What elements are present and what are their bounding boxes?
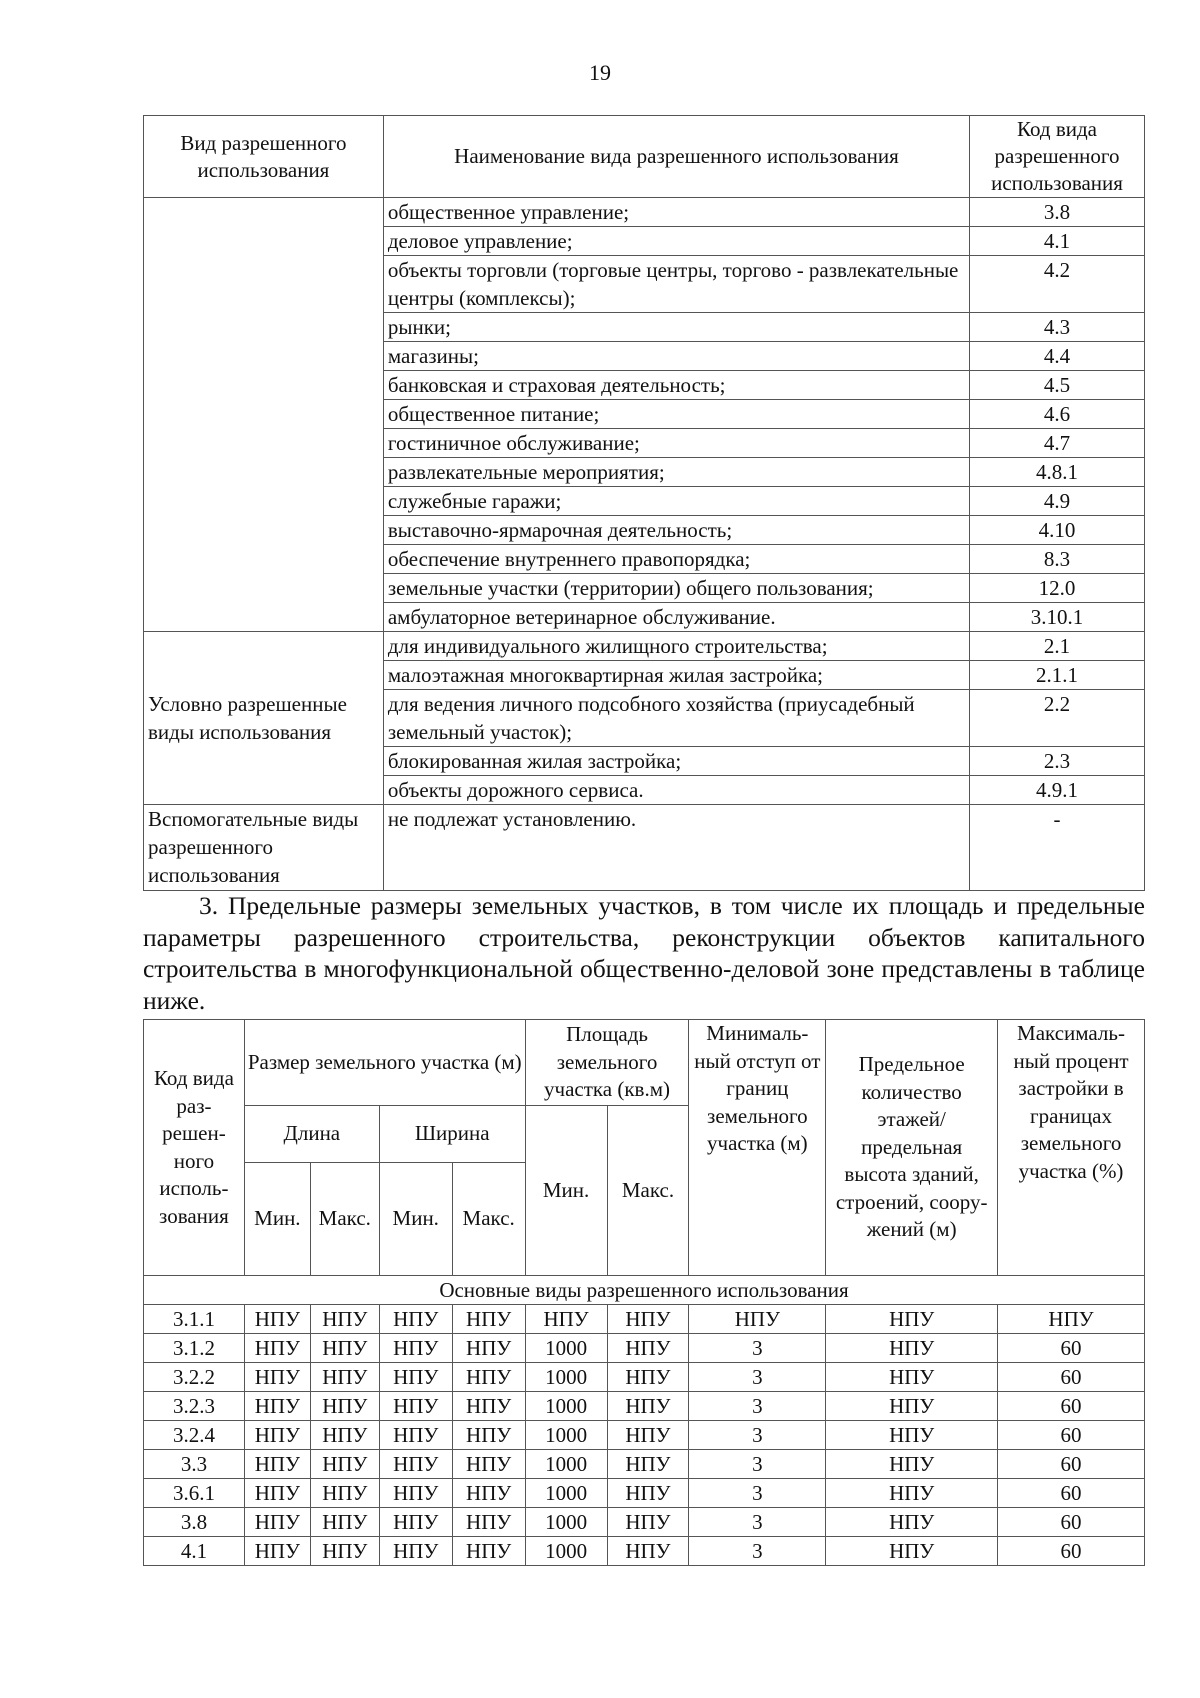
- header-floors: Предельное количество этажей/ предельная высота зданий, строений, соору-жений (м): [826, 1020, 998, 1276]
- length-min: НПУ: [244, 1479, 310, 1508]
- length-min: НПУ: [244, 1305, 310, 1334]
- table-row: [144, 1305, 1145, 1334]
- header-coverage: Максималь-ный процент застройки в границах земельного участка (%): [998, 1020, 1145, 1276]
- header-name: Наименование вида разрешенного использования: [383, 116, 969, 198]
- header-vid: Вид разрешенного использования: [144, 116, 384, 198]
- use-code: 3.2.4: [144, 1421, 245, 1450]
- width-max: НПУ: [452, 1479, 525, 1508]
- table-row: [144, 1508, 1145, 1537]
- length-max: НПУ: [310, 1334, 379, 1363]
- floors-height: НПУ: [826, 1363, 998, 1392]
- use-code: 3.8: [970, 198, 1145, 227]
- use-code: 4.6: [970, 400, 1145, 429]
- floors-height: НПУ: [826, 1508, 998, 1537]
- use-name: рынки;: [383, 313, 969, 342]
- setback: 3: [689, 1508, 826, 1537]
- area-max: НПУ: [607, 1479, 689, 1508]
- length-max: НПУ: [310, 1450, 379, 1479]
- use-name: выставочно-ярмарочная деятельность;: [383, 516, 969, 545]
- header-size: Размер земельного участка (м): [244, 1020, 525, 1106]
- table2-body: [144, 1276, 1145, 1566]
- auxiliary-group-label: Вспомогательные виды разрешенного использования: [144, 805, 384, 891]
- area-min: 1000: [525, 1508, 607, 1537]
- use-code: 4.3: [970, 313, 1145, 342]
- width-min: НПУ: [379, 1392, 452, 1421]
- use-name: развлекательные мероприятия;: [383, 458, 969, 487]
- width-max: НПУ: [452, 1508, 525, 1537]
- permitted-use-table: [143, 115, 1145, 891]
- area-max: НПУ: [607, 1421, 689, 1450]
- width-max: НПУ: [452, 1334, 525, 1363]
- length-min: НПУ: [244, 1334, 310, 1363]
- width-max: НПУ: [452, 1392, 525, 1421]
- setback: 3: [689, 1334, 826, 1363]
- use-code: 3.6.1: [144, 1479, 245, 1508]
- area-max: НПУ: [607, 1305, 689, 1334]
- use-name: малоэтажная многоквартирная жилая застройка;: [383, 661, 969, 690]
- conditional-group-label: Условно разрешенные виды использования: [144, 632, 384, 805]
- width-min: НПУ: [379, 1450, 452, 1479]
- floors-height: НПУ: [826, 1421, 998, 1450]
- use-code: 3.2.3: [144, 1392, 245, 1421]
- use-name: для индивидуального жилищного строительства;: [383, 632, 969, 661]
- setback: 3: [689, 1450, 826, 1479]
- length-max: НПУ: [310, 1479, 379, 1508]
- length-max: НПУ: [310, 1363, 379, 1392]
- use-name: блокированная жилая застройка;: [383, 747, 969, 776]
- setback: НПУ: [689, 1305, 826, 1334]
- table1-header-row: [144, 116, 1145, 198]
- area-min: 1000: [525, 1537, 607, 1566]
- header-area: Площадь земельного участка (кв.м): [525, 1020, 689, 1106]
- area-max: НПУ: [607, 1363, 689, 1392]
- header-area-min: Мин.: [525, 1106, 607, 1276]
- use-name: амбулаторное ветеринарное обслуживание.: [383, 603, 969, 632]
- coverage: 60: [998, 1479, 1145, 1508]
- use-code: 4.2: [970, 256, 1145, 313]
- use-name: гостиничное обслуживание;: [383, 429, 969, 458]
- area-min: 1000: [525, 1421, 607, 1450]
- coverage: 60: [998, 1363, 1145, 1392]
- use-code: 12.0: [970, 574, 1145, 603]
- table-row: [144, 1363, 1145, 1392]
- use-code: 4.10: [970, 516, 1145, 545]
- use-name: общественное управление;: [383, 198, 969, 227]
- use-code: 4.4: [970, 342, 1145, 371]
- use-name: магазины;: [383, 342, 969, 371]
- width-min: НПУ: [379, 1479, 452, 1508]
- table-row: [144, 198, 1145, 227]
- table-row: [144, 632, 1145, 661]
- use-code: 4.5: [970, 371, 1145, 400]
- floors-height: НПУ: [826, 1450, 998, 1479]
- section-label: Основные виды разрешенного использования: [144, 1276, 1145, 1305]
- use-code: 2.1.1: [970, 661, 1145, 690]
- floors-height: НПУ: [826, 1479, 998, 1508]
- use-code: 3.1.2: [144, 1334, 245, 1363]
- use-code: 2.2: [970, 690, 1145, 747]
- header-length-max: Макс.: [310, 1163, 379, 1276]
- use-code: 4.9: [970, 487, 1145, 516]
- length-min: НПУ: [244, 1450, 310, 1479]
- width-min: НПУ: [379, 1508, 452, 1537]
- use-name: земельные участки (территории) общего пользования;: [383, 574, 969, 603]
- width-min: НПУ: [379, 1421, 452, 1450]
- floors-height: НПУ: [826, 1392, 998, 1421]
- width-min: НПУ: [379, 1334, 452, 1363]
- table-row: [144, 1334, 1145, 1363]
- use-name: не подлежат установлению.: [383, 805, 969, 891]
- header-width-min: Мин.: [379, 1163, 452, 1276]
- area-max: НПУ: [607, 1537, 689, 1566]
- table-row: [144, 1392, 1145, 1421]
- setback: 3: [689, 1392, 826, 1421]
- setback: 3: [689, 1421, 826, 1450]
- length-min: НПУ: [244, 1363, 310, 1392]
- use-code: 8.3: [970, 545, 1145, 574]
- header-code: Код вида разрешенного использования: [970, 116, 1145, 198]
- header-area-max: Макс.: [607, 1106, 689, 1276]
- table-row: [144, 1479, 1145, 1508]
- area-min: 1000: [525, 1450, 607, 1479]
- use-code: 3.10.1: [970, 603, 1145, 632]
- use-name: деловое управление;: [383, 227, 969, 256]
- table-row: [144, 1450, 1145, 1479]
- floors-height: НПУ: [826, 1334, 998, 1363]
- width-min: НПУ: [379, 1537, 452, 1566]
- coverage: 60: [998, 1537, 1145, 1566]
- length-max: НПУ: [310, 1421, 379, 1450]
- width-max: НПУ: [452, 1421, 525, 1450]
- coverage: 60: [998, 1508, 1145, 1537]
- use-name: общественное питание;: [383, 400, 969, 429]
- length-min: НПУ: [244, 1392, 310, 1421]
- main-group-cell: [144, 198, 384, 632]
- use-name: банковская и страховая деятельность;: [383, 371, 969, 400]
- area-min: НПУ: [525, 1305, 607, 1334]
- use-name: объекты дорожного сервиса.: [383, 776, 969, 805]
- length-min: НПУ: [244, 1421, 310, 1450]
- use-code: 3.2.2: [144, 1363, 245, 1392]
- parameters-table: [143, 1019, 1145, 1566]
- use-code: 4.7: [970, 429, 1145, 458]
- width-max: НПУ: [452, 1363, 525, 1392]
- length-max: НПУ: [310, 1305, 379, 1334]
- table-row: [144, 805, 1145, 891]
- header-length-min: Мин.: [244, 1163, 310, 1276]
- length-max: НПУ: [310, 1508, 379, 1537]
- length-max: НПУ: [310, 1392, 379, 1421]
- width-max: НПУ: [452, 1450, 525, 1479]
- header-setback: Минималь-ный отступ от границ земельного участка (м): [689, 1020, 826, 1276]
- header-width: Ширина: [379, 1106, 525, 1163]
- table-row: [144, 1421, 1145, 1450]
- use-code: 2.3: [970, 747, 1145, 776]
- length-min: НПУ: [244, 1537, 310, 1566]
- use-code: 3.1.1: [144, 1305, 245, 1334]
- area-min: 1000: [525, 1363, 607, 1392]
- section-paragraph: 3. Предельные размеры земельных участков, в том числе их площадь и предельные параметры разрешенного строительства, реконструкции объектов капитального строительства в многофункциональной общественно-деловой зоне представлены в таблице ниже.: [143, 891, 1145, 1015]
- page-number: 19: [589, 60, 611, 85]
- coverage: 60: [998, 1392, 1145, 1421]
- use-code: 4.8.1: [970, 458, 1145, 487]
- area-max: НПУ: [607, 1450, 689, 1479]
- header-width-max: Макс.: [452, 1163, 525, 1276]
- area-min: 1000: [525, 1479, 607, 1508]
- setback: 3: [689, 1537, 826, 1566]
- use-name: для ведения личного подсобного хозяйства (приусадебный земельный участок);: [383, 690, 969, 747]
- floors-height: НПУ: [826, 1305, 998, 1334]
- length-max: НПУ: [310, 1537, 379, 1566]
- use-code: 3.8: [144, 1508, 245, 1537]
- use-code: 4.1: [144, 1537, 245, 1566]
- width-min: НПУ: [379, 1305, 452, 1334]
- area-min: 1000: [525, 1392, 607, 1421]
- use-name: объекты торговли (торговые центры, торгово - развлекательные центры (комплексы);: [383, 256, 969, 313]
- use-code: 3.3: [144, 1450, 245, 1479]
- setback: 3: [689, 1363, 826, 1392]
- floors-height: НПУ: [826, 1537, 998, 1566]
- use-code: -: [970, 805, 1145, 891]
- area-min: 1000: [525, 1334, 607, 1363]
- table-row: [144, 1537, 1145, 1566]
- table2-header-row-1: [144, 1020, 1145, 1106]
- table1-body: [144, 198, 1145, 891]
- use-code: 4.1: [970, 227, 1145, 256]
- header-length: Длина: [244, 1106, 379, 1163]
- width-max: НПУ: [452, 1305, 525, 1334]
- width-min: НПУ: [379, 1363, 452, 1392]
- width-max: НПУ: [452, 1537, 525, 1566]
- header-code: Код вида раз-решен-ного исполь-зования: [144, 1020, 245, 1276]
- coverage: 60: [998, 1421, 1145, 1450]
- use-code: 4.9.1: [970, 776, 1145, 805]
- area-max: НПУ: [607, 1508, 689, 1537]
- use-name: служебные гаражи;: [383, 487, 969, 516]
- length-min: НПУ: [244, 1508, 310, 1537]
- setback: 3: [689, 1479, 826, 1508]
- area-max: НПУ: [607, 1392, 689, 1421]
- coverage: 60: [998, 1334, 1145, 1363]
- use-code: 2.1: [970, 632, 1145, 661]
- section-row: [144, 1276, 1145, 1305]
- area-max: НПУ: [607, 1334, 689, 1363]
- coverage: 60: [998, 1450, 1145, 1479]
- coverage: НПУ: [998, 1305, 1145, 1334]
- use-name: обеспечение внутреннего правопорядка;: [383, 545, 969, 574]
